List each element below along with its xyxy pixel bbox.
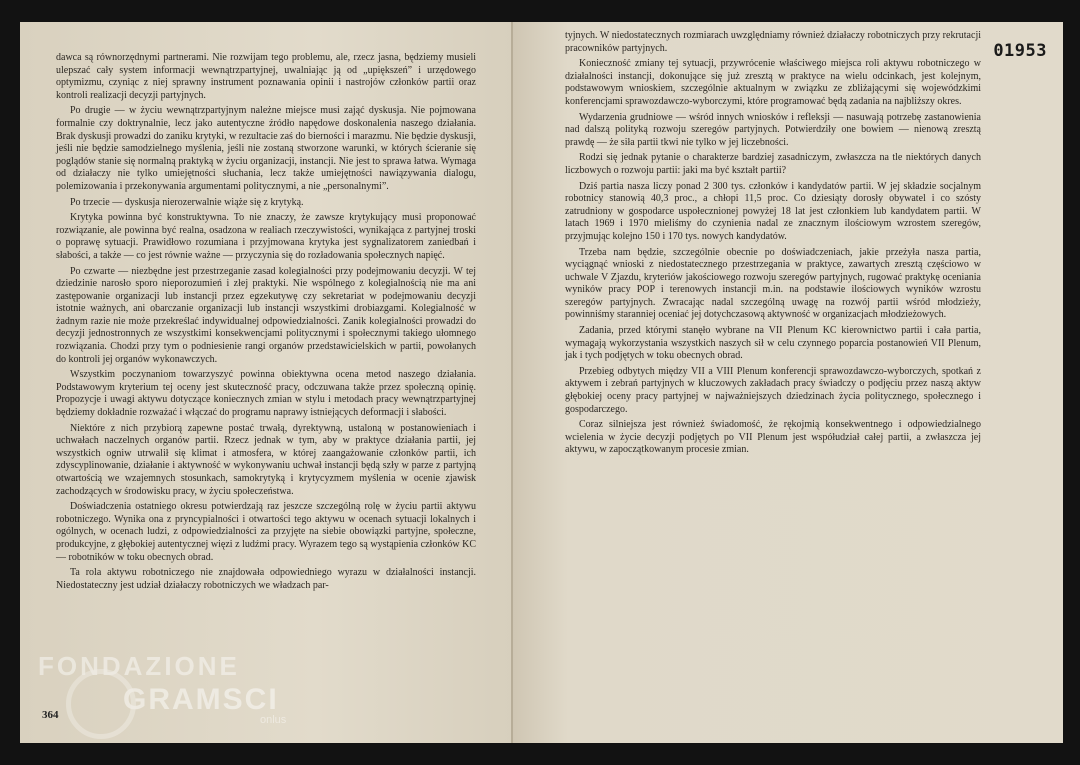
paragraph: Wszystkim poczynaniom towarzyszyć powinna obiektywna ocena metod naszego działania. Podstawowym kryterium tej oceny jest skuteczność pracy, odczuwana także przez społeczną opinię. Propozycje i uwagi aktywu dotyczące koniecznych zmian w stylu i metodach pracy wewnątrzpartyjnej będziemy dokładnie rozważać i włączać do programu naprawy istniejących deformacji i słabości.: [56, 369, 476, 419]
paragraph: Doświadczenia ostatniego okresu potwierdzają raz jeszcze szczególną rolę w życiu partii aktywu robotniczego. Wynika ona z pryncypialności i otwartości tego aktywu w ocenach sytuacji lokalnych i ogólnych, w ocenach ludzi, z odpowiedzialności za przyjęte na siebie obowiązki partyjne, społeczne, produkcyjne, z głębokiej autentycznej więzi z ludźmi pracy. Wyrazem tego są wystąpienia członków KC — robotników w toku obecnych obrad.: [56, 501, 476, 563]
paragraph: Wydarzenia grudniowe — wśród innych wniosków i refleksji — nasuwają potrzebę zastanowienia nad dalszą polityką rozwoju szeregów partyjnych. Potwierdziły one bowiem — nienową zresztą prawdę — że siła partii tkwi nie tylko w jej liczebności.: [565, 111, 981, 148]
watermark-line1: FONDAZIONE: [38, 651, 240, 681]
paragraph: Rodzi się jednak pytanie o charakterze bardziej zasadniczym, zwłaszcza na tle niektórych danych liczbowych o rozwoju partii: jaki ma być kształt partii?: [565, 152, 981, 176]
paragraph: Trzeba nam będzie, szczególnie obecnie po doświadczeniach, jakie przeżyła nasza partia, wyciągnąć wnioski z niedostatecznego przestrzegania w praktyce, zawartych zresztą częściowo w uchwale V Zjazdu, kryteriów jakościowego rozwoju szeregów partyjnych, rugować praktykę oceniania wyników pracy POP i terenowych instancji m.in. na podstawie ilościowych wyników wzrostu szeregów partyjnych. Zwracając nadal szczególną uwagę na rozwój partii wśród młodzieży, powinniśmy staranniej oceniać jej dotychczasową aktywność w organizacjach młodzieżowych.: [565, 246, 981, 321]
paragraph: Zadania, przed którymi stanęło wybrane na VII Plenum KC kierownictwo partii i cała partia, wymagają wykorzystania wszystkich naszych sił w celu czynnego poparcia postanowień VII Plenum, jak i tych podjętych w toku obecnych obrad.: [565, 325, 981, 362]
paragraph: Konieczność zmiany tej sytuacji, przywrócenie właściwego miejsca roli aktywu robotniczego w działalności instancji, dokonujące się już zresztą w praktyce na wielu odcinkach, jest kolejnym, podstawowym wnioskiem, szczególnie aktualnym w związku ze zbliżającymi się wojewódzkimi konferencjami sprawozdawczo-wyborczymi, które programować będą zadania na najbliższy okres.: [565, 58, 981, 107]
paragraph: Przebieg odbytych między VII a VIII Plenum konferencji sprawozdawczo-wyborczych, spotkań z aktywem i zebrań partyjnych w kluczowych zakładach pracy świadczy o podjęciu przez naszą aktyw głębokiej oceny pracy partyjnej w najważniejszych dziedzinach życia politycznego, społecznego i gospodarczego.: [565, 365, 981, 415]
paragraph: Krytyka powinna być konstruktywna. To nie znaczy, że zawsze krytykujący musi proponować rozwiązanie, ale powinna być realna, osadzona w realiach rzeczywistości, wynikająca z partyjnej troski o poprawę sytuacji. Prawidłowo rozumiana i przyjmowana krytyka jest sygnalizatorem zaniedbań i słabości, a także — co jest równie ważne — przyczynia się do rozładowania społecznych napięć.: [56, 212, 476, 261]
paragraph: dawca są równorzędnymi partnerami. Nie rozwijam tego problemu, ale, rzecz jasna, będziemy musieli ulepszać cały system informacji wewnątrzpartyjnej, uwalniając ją od „upiększeń” i urzędowego optymizmu, czyniąc z niej sprawny instrument poznawania opinii i nastrojów członków partii oraz kontroli realizacji decyzji partyjnych.: [56, 52, 476, 101]
paragraph: Po czwarte — niezbędne jest przestrzeganie zasad kolegialności przy podejmowaniu decyzji. W tej dziedzinie narosło sporo nieporozumień i złej praktyki. Nie wspólnego z kolegialnością nie ma ani zastępowanie organizacji lub instancji przez egzekutywę czy sekretariat w podejmowaniu decyzji istotnie ważnych, ani obarczanie organizacji lub instancji wszystkimi drobiazgami. Kolegialność w żadnym razie nie może przekreślać indywidualnej odpowiedzialności. Zanik kolegialności prowadzi do decyzji jednostronnych ze wszystkimi konsekwencjami politycznymi i społecznymi takiego ułomnego rozwiązania. Chodzi przy tym o podniesienie rangi organów przedstawicielskich w partii, powołanych do kontroli jej organów wykonawczych.: [56, 265, 476, 365]
right-page-text: [565, 30, 981, 457]
left-page: [20, 22, 513, 743]
paragraph: Po drugie — w życiu wewnątrzpartyjnym należne miejsce musi zająć dyskusja. Nie pojmowana formalnie czy doktrynalnie, lecz jako autentyczne źródło napędowe doskonalenia naszego działania. Brak dyskusji prowadzi do zaniku krytyki, w rezultacie zaś do bierności i marazmu. Nie będzie dyskusji, jeśli nie będzie samodzielnego myślenia, jeśli nie zostaną stworzone warunki, w których ścieranie się poglądów stanie się normalną praktyką w życiu organizacji, instancji. Nie jest to sprawa łatwa. Wymaga od działaczy nie tylko umiejętności słuchania, lecz także umiejętności nawiązywania dialogu, polemizowania i przekonywania argumentami politycznymi, a nie „personalnymi”.: [56, 105, 476, 192]
page-number: 364: [42, 709, 59, 721]
fondazione-gramsci-watermark: [38, 651, 298, 726]
paragraph: Dziś partia nasza liczy ponad 2 300 tys. członków i kandydatów partii. W jej składzie socjalnym robotnicy stanowią 40,3 proc., a chłopi 11,5 proc. Co dziesiąty dorosły obywatel i co szósty zatrudniony w gospodarce uspołecznionej powyżej 18 lat jest członkiem lub kandydatem partii. W latach 1969 i 1970 mieliśmy do czynienia nadal ze znacznym ilościowym wzrostem szeregów, przyjmując kolejno 150 i 170 tys. nowych kandydatów.: [565, 180, 981, 242]
right-page: [513, 22, 1063, 743]
paragraph: tyjnych. W niedostatecznych rozmiarach uwzględniamy również działaczy robotniczych przy rekrutacji pracowników partyjnych.: [565, 30, 981, 54]
watermark-line2: GRAMSCI: [123, 683, 279, 716]
paragraph: Po trzecie — dyskusja nierozerwalnie wiąże się z krytyką.: [70, 196, 304, 208]
left-page-text: [56, 52, 476, 592]
archive-stamp-number: 01953: [993, 41, 1047, 61]
paragraph: Ta rola aktywu robotniczego nie znajdowała odpowiedniego wyrazu w działalności instancji. Niedostateczny jest udział działaczy robotniczych we władzach par-: [56, 567, 476, 591]
watermark-line3: onlus: [260, 714, 287, 726]
paragraph: Coraz silniejsza jest również świadomość, że rękojmią konsekwentnego i odpowiedzialnego wcielenia w życie decyzji podjętych po VII Plenum jest współudział całej partii, a zwłaszcza jej aktywu, w zapoczątkowanym procesie zmian.: [565, 419, 981, 456]
paragraph: Niektóre z nich przybiorą zapewne postać trwałą, dyrektywną, ustaloną w postanowieniach i uchwałach naczelnych organów partii. Rzecz jednak w tym, aby w praktyce działania partii, jej wszystkich ogniw utrwalił się klimat i atmosfera, w której zaangażowanie członków partii, ich zdyscyplinowanie, działanie i aktywność w wykonywaniu uchwał instancji będą szły w parze z partyjną otwartością we wzajemnych stosunkach, samokrytyką i krytycyzmem myślenia w ocenie zjawisk zachodzących w środowisku pracy, w życiu społeczeństwa.: [56, 422, 476, 497]
